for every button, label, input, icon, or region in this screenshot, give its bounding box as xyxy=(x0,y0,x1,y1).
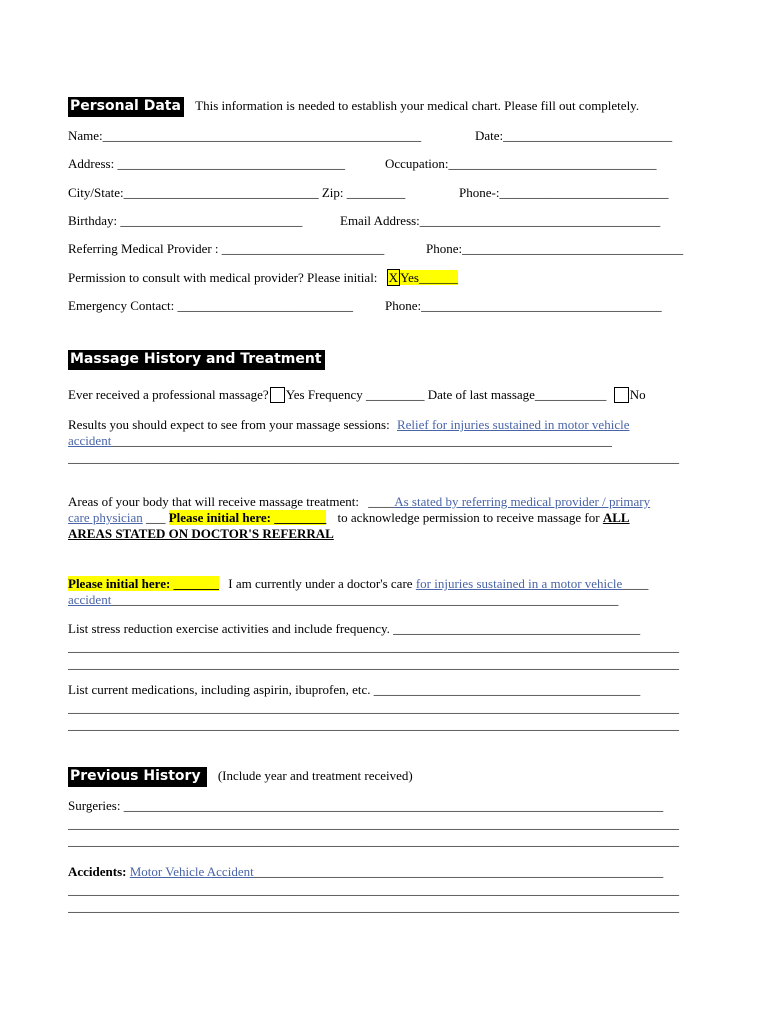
address-field[interactable]: Address: ___________________________________ xyxy=(68,156,345,171)
meds-line-2[interactable]: ______________________________________________________________________________________________ xyxy=(68,718,679,732)
doctor-care-label: I am currently under a doctor's care xyxy=(228,576,413,591)
results-row-2 xyxy=(68,433,612,449)
city-state-zip-field[interactable]: City/State:______________________________ Zip: _________ xyxy=(68,185,406,200)
ever-received-label: Ever received a professional massage? xyxy=(68,387,269,402)
phone-field-3[interactable]: Phone:_____________________________________ xyxy=(385,298,662,313)
areas-row-2 xyxy=(68,510,630,526)
surgeries-line-2[interactable]: ______________________________________________________________________________________________ xyxy=(68,834,679,848)
birthday-field[interactable]: Birthday: ____________________________ xyxy=(68,213,303,228)
doctor-care-row-2 xyxy=(68,592,618,608)
accidents-value[interactable]: Motor Vehicle Accident xyxy=(129,864,254,879)
areas-gap: ___ xyxy=(145,510,166,525)
doctor-tail: ______________________________________________________________________________ xyxy=(111,592,619,607)
no-label: No xyxy=(629,387,646,402)
surgeries-field[interactable]: Surgeries: ___________________________________________________________________________________ xyxy=(68,798,664,813)
results-value-1[interactable]: Relief for injuries sustained in motor vehicle xyxy=(396,417,630,432)
name-field[interactable]: Name:_________________________________________________ xyxy=(68,128,422,143)
areas-row-3 xyxy=(68,526,334,542)
stress-line-1[interactable]: ______________________________________________________________________________________________ xyxy=(68,640,679,654)
doctor-value-1[interactable]: for injuries sustained in a motor vehicle xyxy=(415,576,623,591)
massage-history-header: Massage History and Treatment xyxy=(68,350,325,370)
areas-value-1[interactable]: As stated by referring medical provider / primary xyxy=(394,494,651,509)
accidents-label: Accidents: xyxy=(68,864,127,879)
permission-label: Permission to consult with medical provider? Please initial: xyxy=(68,270,378,285)
results-tail: _____________________________________________________________________________ xyxy=(111,433,612,448)
emergency-contact-field[interactable]: Emergency Contact: ___________________________ xyxy=(68,298,354,313)
phone-field-1[interactable]: Phone-:__________________________ xyxy=(459,185,669,200)
previous-history-note: (Include year and treatment received) xyxy=(217,768,413,783)
results-value-2[interactable]: accident xyxy=(68,433,112,448)
stress-line-2[interactable]: ______________________________________________________________________________________________ xyxy=(68,657,679,671)
meds-label[interactable]: List current medications, including aspirin, ibuprofen, etc. _________________________________________ xyxy=(68,682,641,697)
yes-checkbox[interactable] xyxy=(270,387,285,403)
doctor-care-row xyxy=(68,576,648,592)
personal-intro: This information is needed to establish your medical chart. Please fill out completely. xyxy=(195,98,640,113)
accidents-line-1[interactable]: ______________________________________________________________________________________________ xyxy=(68,883,679,897)
permission-initial-box[interactable]: X xyxy=(388,270,399,285)
phone-field-2[interactable]: Phone:__________________________________ xyxy=(426,241,684,256)
areas-pre: ____ xyxy=(368,494,395,509)
meds-line-1[interactable]: ______________________________________________________________________________________________ xyxy=(68,701,679,715)
personal-data-row xyxy=(68,97,639,117)
permission-yes: Yes______ xyxy=(400,270,458,285)
acknowledge-text: to acknowledge permission to receive massage for xyxy=(337,510,600,525)
massage-history-heading xyxy=(68,350,325,370)
accidents-row xyxy=(68,864,663,880)
occupation-field[interactable]: Occupation:________________________________ xyxy=(385,156,657,171)
ever-received-row xyxy=(68,387,646,403)
doctor-pad: ____ xyxy=(622,576,649,591)
initial-here-1[interactable]: Please initial here: ________ xyxy=(168,510,327,525)
doctor-value-2[interactable]: accident xyxy=(68,592,112,607)
areas-row xyxy=(68,494,650,510)
areas-label: Areas of your body that will receive massage treatment: xyxy=(68,494,359,509)
results-line[interactable]: ______________________________________________________________________________________________ xyxy=(68,451,679,465)
date-field[interactable]: Date:__________________________ xyxy=(475,128,673,143)
areas-value-2[interactable]: care physician xyxy=(68,510,143,525)
results-row xyxy=(68,417,629,433)
accidents-tail: _______________________________________________________________ xyxy=(253,864,664,879)
no-checkbox[interactable] xyxy=(614,387,629,403)
surgeries-line-1[interactable]: ______________________________________________________________________________________________ xyxy=(68,817,679,831)
email-field[interactable]: Email Address:_____________________________________ xyxy=(340,213,661,228)
previous-history-header: Previous History xyxy=(68,767,207,787)
referring-provider-field[interactable]: Referring Medical Provider : _________________________ xyxy=(68,241,385,256)
permission-row xyxy=(68,270,458,286)
previous-history-row xyxy=(68,767,413,787)
areas-doctor-referral: AREAS STATED ON DOCTOR'S REFERRAL xyxy=(68,526,334,541)
all-text: ALL xyxy=(602,510,630,525)
accidents-line-2[interactable]: ______________________________________________________________________________________________ xyxy=(68,900,679,914)
results-label: Results you should expect to see from your massage sessions: xyxy=(68,417,390,432)
stress-label[interactable]: List stress reduction exercise activities and include frequency. ______________________________________ xyxy=(68,621,641,636)
personal-data-header: Personal Data xyxy=(68,97,184,117)
yes-frequency-field[interactable]: Yes Frequency _________ Date of last massage___________ xyxy=(285,387,607,402)
initial-here-2[interactable]: Please initial here: _______ xyxy=(68,576,220,591)
